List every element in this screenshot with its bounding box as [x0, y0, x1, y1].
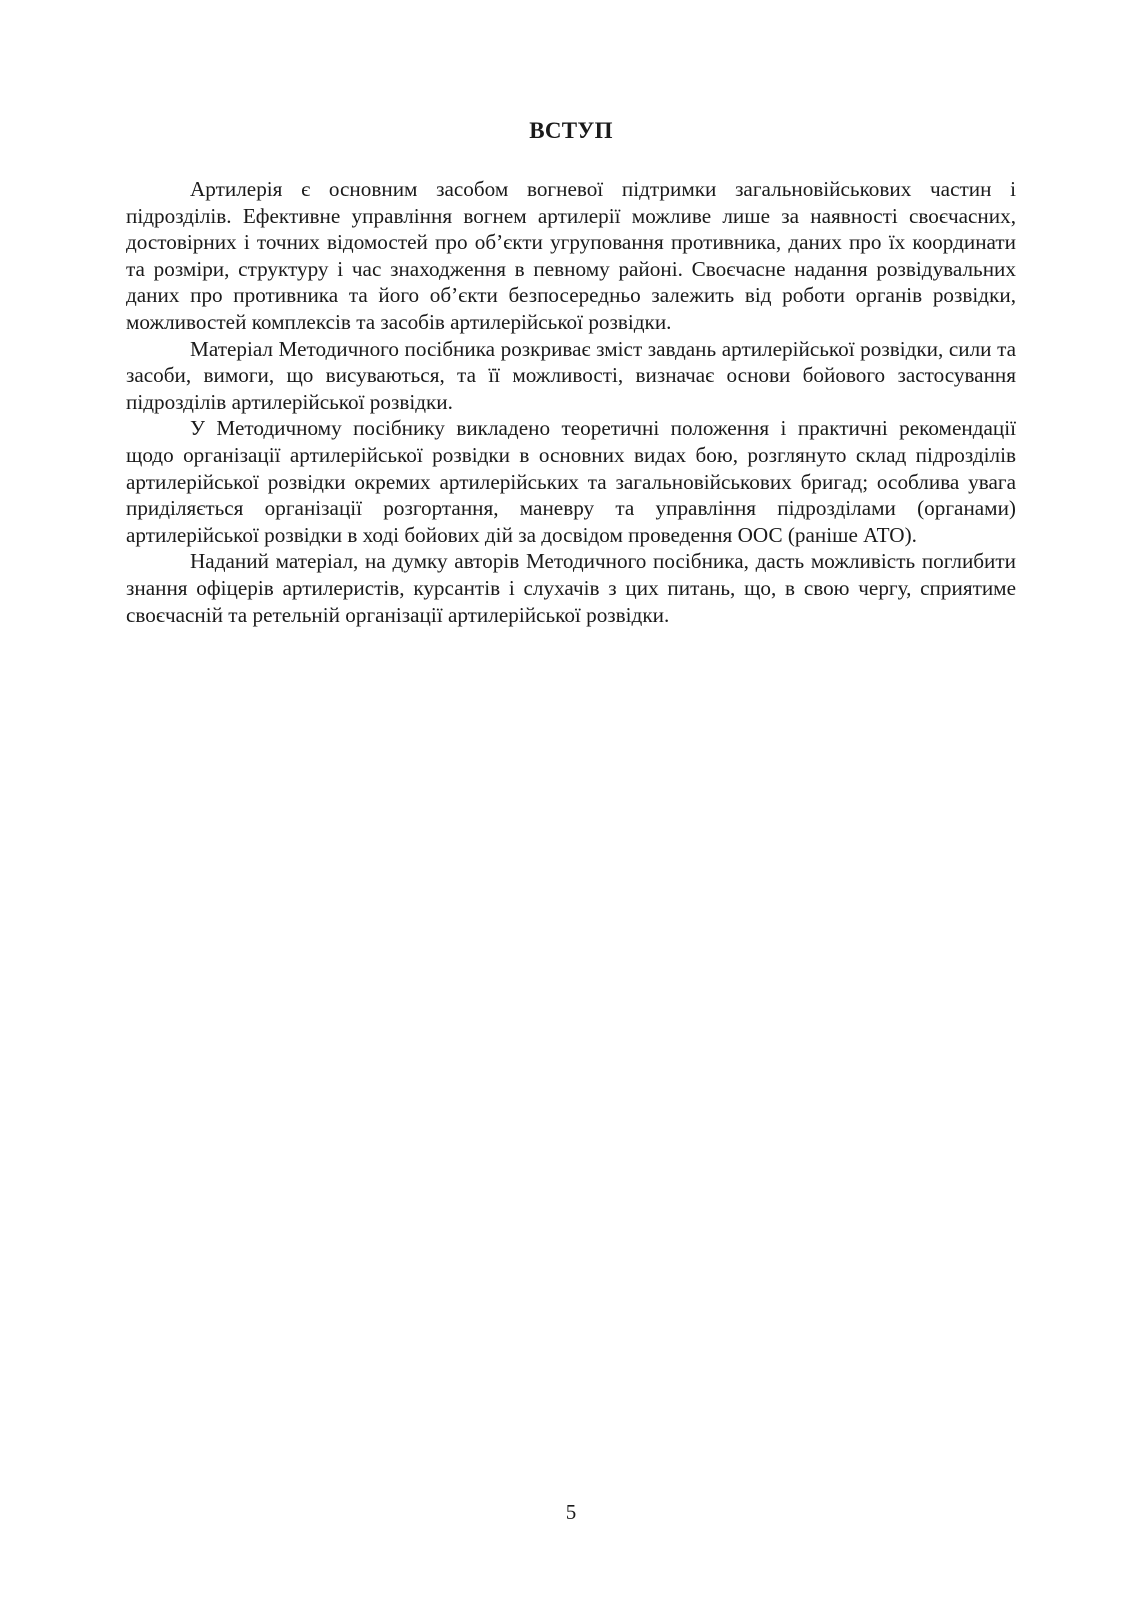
paragraph-4: Наданий матеріал, на думку авторів Методичного посібника, дасть можливість поглибити знання офіцерів артилеристів, курсантів і слухачів з цих питань, що, в свою чергу, сприятиме своєчасній та ретельній організації артилерійської розвідки.	[126, 549, 1016, 627]
paragraph-2: Матеріал Методичного посібника розкриває зміст завдань артилерійської розвідки, сили та засоби, вимоги, що висуваються, та її можливості, визначає основи бойового застосування підрозділів артилерійської розвідки.	[126, 336, 1016, 414]
page-number: 5	[565, 1500, 577, 1524]
paragraph-3: У Методичному посібнику викладено теоретичні положення і практичні рекомендації щодо організації артилерійської розвідки в основних видах бою, розглянуто склад підрозділів артилерійської розвідки окремих артилерійських та загальновійськових бригад; особлива увага приділяється організації розгортання, маневру та управління підрозділами (органами) артилерійської розвідки в ході бойових дій за досвідом проведення ООС (раніше АТО).	[126, 416, 1016, 547]
section-title: ВСТУП	[529, 118, 613, 143]
body-text	[126, 176, 1016, 628]
paragraph-1: Артилерія є основним засобом вогневої підтримки загальновійськових частин і підрозділів. Ефективне управління вогнем артилерії можливе лише за наявності своєчасних, достовірних і точних відомостей про об’єкти угруповання противника, даних про їх координати та розміри, структуру і час знаходження в певному районі. Своєчасне надання розвідувальних даних про противника та його об’єкти безпосередньо залежить від роботи органів розвідки, можливостей комплексів та засобів артилерійської розвідки.	[126, 177, 1016, 334]
